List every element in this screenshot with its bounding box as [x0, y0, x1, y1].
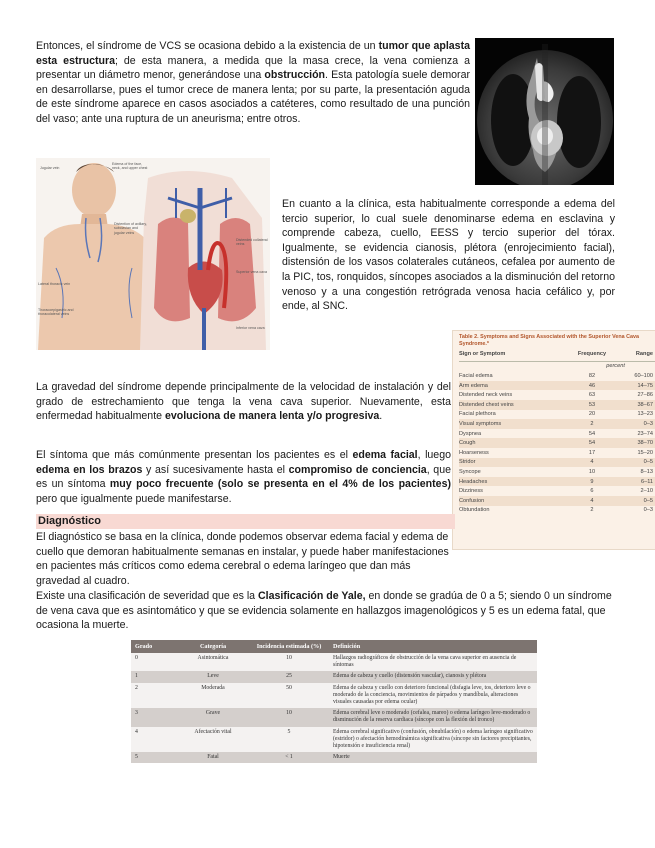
yale-header-grado: Grado [131, 640, 177, 653]
callout-svc: Superior vena cava [236, 270, 267, 274]
table-row: 5 Fatal < 1 Muerte [131, 752, 537, 763]
table-row: Confusion 4 0–5 [459, 496, 655, 506]
table-row: Obtundation 2 0–3 [459, 507, 653, 514]
t2-header-frequency: Frequency [574, 348, 610, 362]
gravedad-paragraph: La gravedad del síndrome depende principalmente de la velocidad de instalación y del grado de estrechamiento que tenga la vena cava superior. Nuevamente, esta enfermedad habitualmente evoluciona de manera lenta y/o progresiva. [36, 381, 451, 423]
intro-paragraph: Entonces, el síndrome de VCS se ocasiona debido a la existencia de un tumor que aplasta esta estructura; de esta manera, a medida que la masa crece, la vena comienza a presentar un diámetro menor, generándose una obstrucción. Esta patología suele demorar en desarrollarse, pues el tumor crece de manera lenta; por su parte, la presentación aguda de este síndrome aparece en casos asociados a catéteres, como resultado de una punción del vaso; ante una ruptura de un aneurisma; entre otros. [36, 40, 470, 125]
diagnostico-heading: Diagnóstico [36, 514, 455, 529]
svc-illustration [36, 158, 270, 350]
yale-header-definicion: Definición [329, 640, 537, 653]
table-row: Dyspnea 54 23–74 [459, 430, 653, 437]
callout-ivc: Inferior vena cava [236, 326, 265, 330]
callout-thoracoepigastric: Thoracoepigastric and thoracolateral veins [38, 308, 74, 317]
callout-collateral-veins: Distended collateral veins [236, 238, 268, 247]
table-row: 3 Grave 10 Edema cerebral leve o moderado (cefalea, mareo) o edema laríngeo leve-moderado o disminución de la reserva cardiaca (síncope con la flexión del tronco) [131, 708, 537, 726]
table-row: Syncope 10 8–13 [459, 468, 653, 475]
ct-scan-image [475, 38, 614, 185]
callout-jugular-vein: Jugular vein [40, 166, 60, 170]
callout-distention-veins: Distention of axillary, subclavian and jugular veins [114, 222, 147, 235]
table-row: Distended chest veins 53 38–67 [459, 400, 655, 410]
table-row: 4 Afectación vital 5 Edema cerebral significativo (confusión, obnubilación) o edema laríngeo significativo (estridor) o afectación hemodinámica significativa (síncope sin factores precipitantes, hipotensión e insuficiencia renal) [131, 727, 537, 753]
t2-unit: percent [606, 363, 625, 370]
table-row: Arm edema 46 14–75 [459, 381, 655, 391]
table-row: Stridor 4 0–5 [459, 458, 655, 468]
t2-header-sign: Sign or Symptom [459, 348, 574, 362]
table-row: Visual symptoms 2 0–3 [459, 419, 655, 429]
table-row: Distended neck veins 63 27–86 [459, 392, 653, 399]
table-row: Dizziness 6 2–10 [459, 488, 653, 495]
table-row: 1 Leve 25 Edema de cabeza y cuello (distensión vascular), cianosis y plétora [131, 671, 537, 682]
clinica-paragraph: En cuanto a la clínica, esta habitualmente corresponde a edema del tercio superior, lo cual suele denominarse edema en esclavina y comprende cabeza, cuello, EESS y tercio superior del tórax. Igualmente, se evidencia cianosis, plétora (enrojecimiento facial), distensión de los vasos colaterales cutáneos, cefalea por aumento de la PIC, tos, ronquidos, síncopes asociados a la disminución del retorno venoso y a una congestión retrógrada venosa hacia cefálico y, por ende, al SNC. [282, 198, 615, 313]
yale-intro-paragraph: Existe una clasificación de severidad que es la Clasificación de Yale, en donde se gradúa de 0 a 5; siendo 0 un síndrome de vena cava que es asintomático y que se evidencia solamente en hallazgos imagenológicos y 5 es un edema fatal, que ocasiona la muerte. [36, 590, 612, 632]
table-row: 0 Asintomática 10 Hallazgos radiográficos de obstrucción de la vena cava superior en ausencia de síntomas [131, 653, 537, 671]
callout-lateral-thoracic: Lateral thoracic vein [38, 282, 71, 286]
yale-header-incidencia: Incidencia estimada (%) [249, 640, 329, 653]
table-row: Facial plethora 20 13–23 [459, 411, 653, 418]
table-row: Headaches 9 6–11 [459, 477, 655, 487]
table-row: 2 Moderada 50 Edema de cabeza y cuello con deterioro funcional (disfagia leve, tos, deterioro leve o moderado de la conciencia, movimientos de párpados y mandíbula, alteraciones visuales causadas por edema ocular) [131, 683, 537, 709]
t2-header-range: Range [610, 348, 655, 362]
callout-edema-face: Edema of the face, neck, and upper chest [112, 162, 148, 171]
table-row: Facial edema 82 60–100 [459, 372, 653, 379]
yale-header-categoria: Categoría [177, 640, 249, 653]
yale-table [131, 640, 537, 763]
diagnostico-paragraph: El diagnóstico se basa en la clínica, donde podemos observar edema facial y edema de cuello que demoran habitualmente semanas en instalar, y puede haber manifestaciones en pacientes más críticos como edema cerebral o edema laríngeo que dan más gravedad al cuadro. [36, 531, 449, 587]
sintoma-paragraph: El síntoma que más comúnmente presentan los pacientes es el edema facial, luego edema en los brazos y así sucesivamente hasta el compromiso de conciencia, que es un síntoma muy poco frecuente (solo se presenta en el 4% de los pacientes) pero que igualmente puede manifestarse. [36, 449, 451, 505]
table-row: Hoarseness 17 15–20 [459, 449, 653, 456]
table-row: Cough 54 38–70 [459, 438, 655, 448]
symptoms-table-title: Table 2. Symptoms and Signs Associated with the Superior Vena Cava Syndrome.* [459, 334, 640, 347]
symptoms-table [452, 330, 655, 550]
